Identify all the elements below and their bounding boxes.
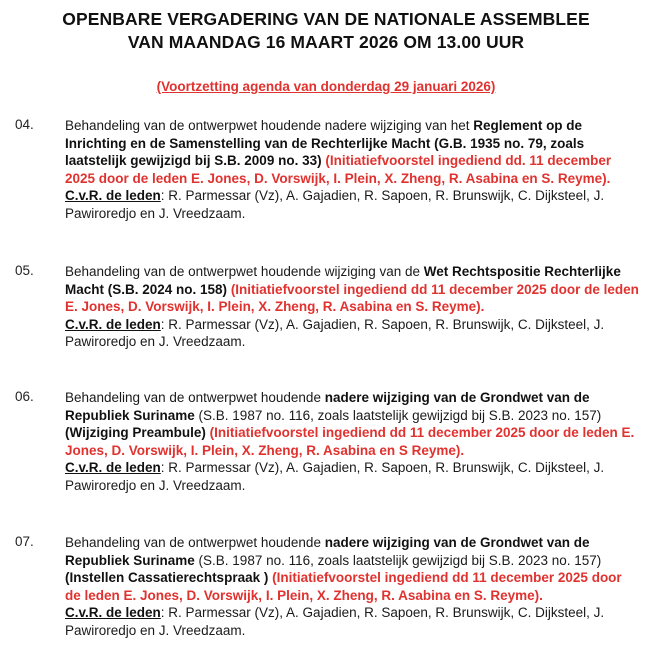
item-bold-text: Reglement op de Inrichting en de Samenstelling van de Rechterlijke Macht (G.B. 1935 no. 79, zoals laatstelijk gewijzigd bij S.B. 2009 no. 33): [65, 118, 585, 168]
item-text: Behandeling van de ontwerpwet houdende: [65, 535, 325, 550]
item-bold-text: Wet Rechtspositie Rechterlijke Macht (S.B. 2024 no. 158): [65, 264, 621, 297]
item-text-2: (S.B. 1987 no. 116, zoals laatstelijk gewijzigd bij S.B. 2023 no. 157): [194, 552, 602, 568]
agenda-item-number: 05.: [15, 263, 34, 278]
committee-label: C.v.R. de leden: [65, 460, 161, 475]
item-text: Behandeling van de ontwerpwet houdende wijziging van de: [65, 264, 424, 279]
committee-members: : R. Parmessar (Vz), A. Gajadien, R. Sapoen, R. Brunswijk, C. Dijksteel, J. Pawiroredjo en J. Vreedzaam.: [65, 316, 605, 349]
agenda-item-number: 04.: [15, 117, 34, 132]
item-text: Behandeling van de ontwerpwet houdende: [65, 390, 325, 405]
initiative-note: (Initiatiefvoorstel ingediend dd 11 december 2025 door de leden E. Jones, D. Vorswijk, I. Plein, X. Zheng, R. Asabina en S. Reyme).: [65, 281, 639, 314]
committee-label: C.v.R. de leden: [65, 188, 161, 203]
agenda-item-body: [65, 263, 640, 351]
committee-members: : R. Parmessar (Vz), A. Gajadien, R. Sapoen, R. Brunswijk, C. Dijksteel, J. Pawiroredjo en J. Vreedzaam.: [65, 460, 605, 493]
agenda-item-body: [65, 389, 640, 494]
agenda-subtitle: (Voortzetting agenda van donderdag 29 januari 2026): [156, 79, 496, 94]
committee-members: : R. Parmessar (Vz), A. Gajadien, R. Sapoen, R. Brunswijk, C. Dijksteel, J. Pawiroredjo en J. Vreedzaam.: [65, 605, 605, 638]
initiative-note: (Initiatiefvoorstel ingediend dd. 11 december 2025 door de leden E. Jones, D. Vorswijk, I. Plein, X. Zheng, R. Asabina en S. Reyme).: [65, 153, 612, 186]
item-bold-text-2: (Instellen Cassatierechtspraak ): [65, 570, 269, 585]
agenda-item-number: 07.: [15, 534, 34, 549]
agenda-item-body: [65, 117, 640, 222]
agenda-item-body: [65, 534, 640, 639]
initiative-note: (Initiatiefvoorstel ingediend dd 11 december 2025 door de leden E. Jones, D. Vorswijk, I. Plein, X. Zheng, R. Asabina en S. Reyme).: [65, 570, 622, 603]
agenda-item-number: 06.: [15, 389, 34, 404]
item-bold-text-2: (Wijziging Preambule): [65, 425, 206, 440]
item-text-2: (S.B. 1987 no. 116, zoals laatstelijk gewijzigd bij S.B. 2023 no. 157): [194, 407, 602, 423]
committee-members: : R. Parmessar (Vz), A. Gajadien, R. Sapoen, R. Brunswijk, C. Dijksteel, J. Pawiroredjo en J. Vreedzaam.: [65, 188, 605, 221]
document-title-line1: OPENBARE VERGADERING VAN DE NATIONALE ASSEMBLEE: [62, 9, 590, 29]
committee-label: C.v.R. de leden: [65, 605, 161, 620]
committee-label: C.v.R. de leden: [65, 316, 161, 332]
initiative-note: (Initiatiefvoorstel ingediend dd 11 december 2025 door de leden E. Jones, D. Vorswijk, I. Plein, X. Zheng, R. Asabina en S Reyme).: [65, 425, 635, 458]
item-bold-text: nadere wijziging van de Grondwet van de Republiek Suriname: [65, 390, 590, 423]
item-text: Behandeling van de ontwerpwet houdende nadere wijziging van het: [65, 118, 474, 133]
document-title-line2: VAN MAANDAG 16 MAART 2026 OM 13.00 UUR: [127, 32, 525, 52]
item-bold-text: nadere wijziging van de Grondwet van de Republiek Suriname: [65, 535, 590, 568]
